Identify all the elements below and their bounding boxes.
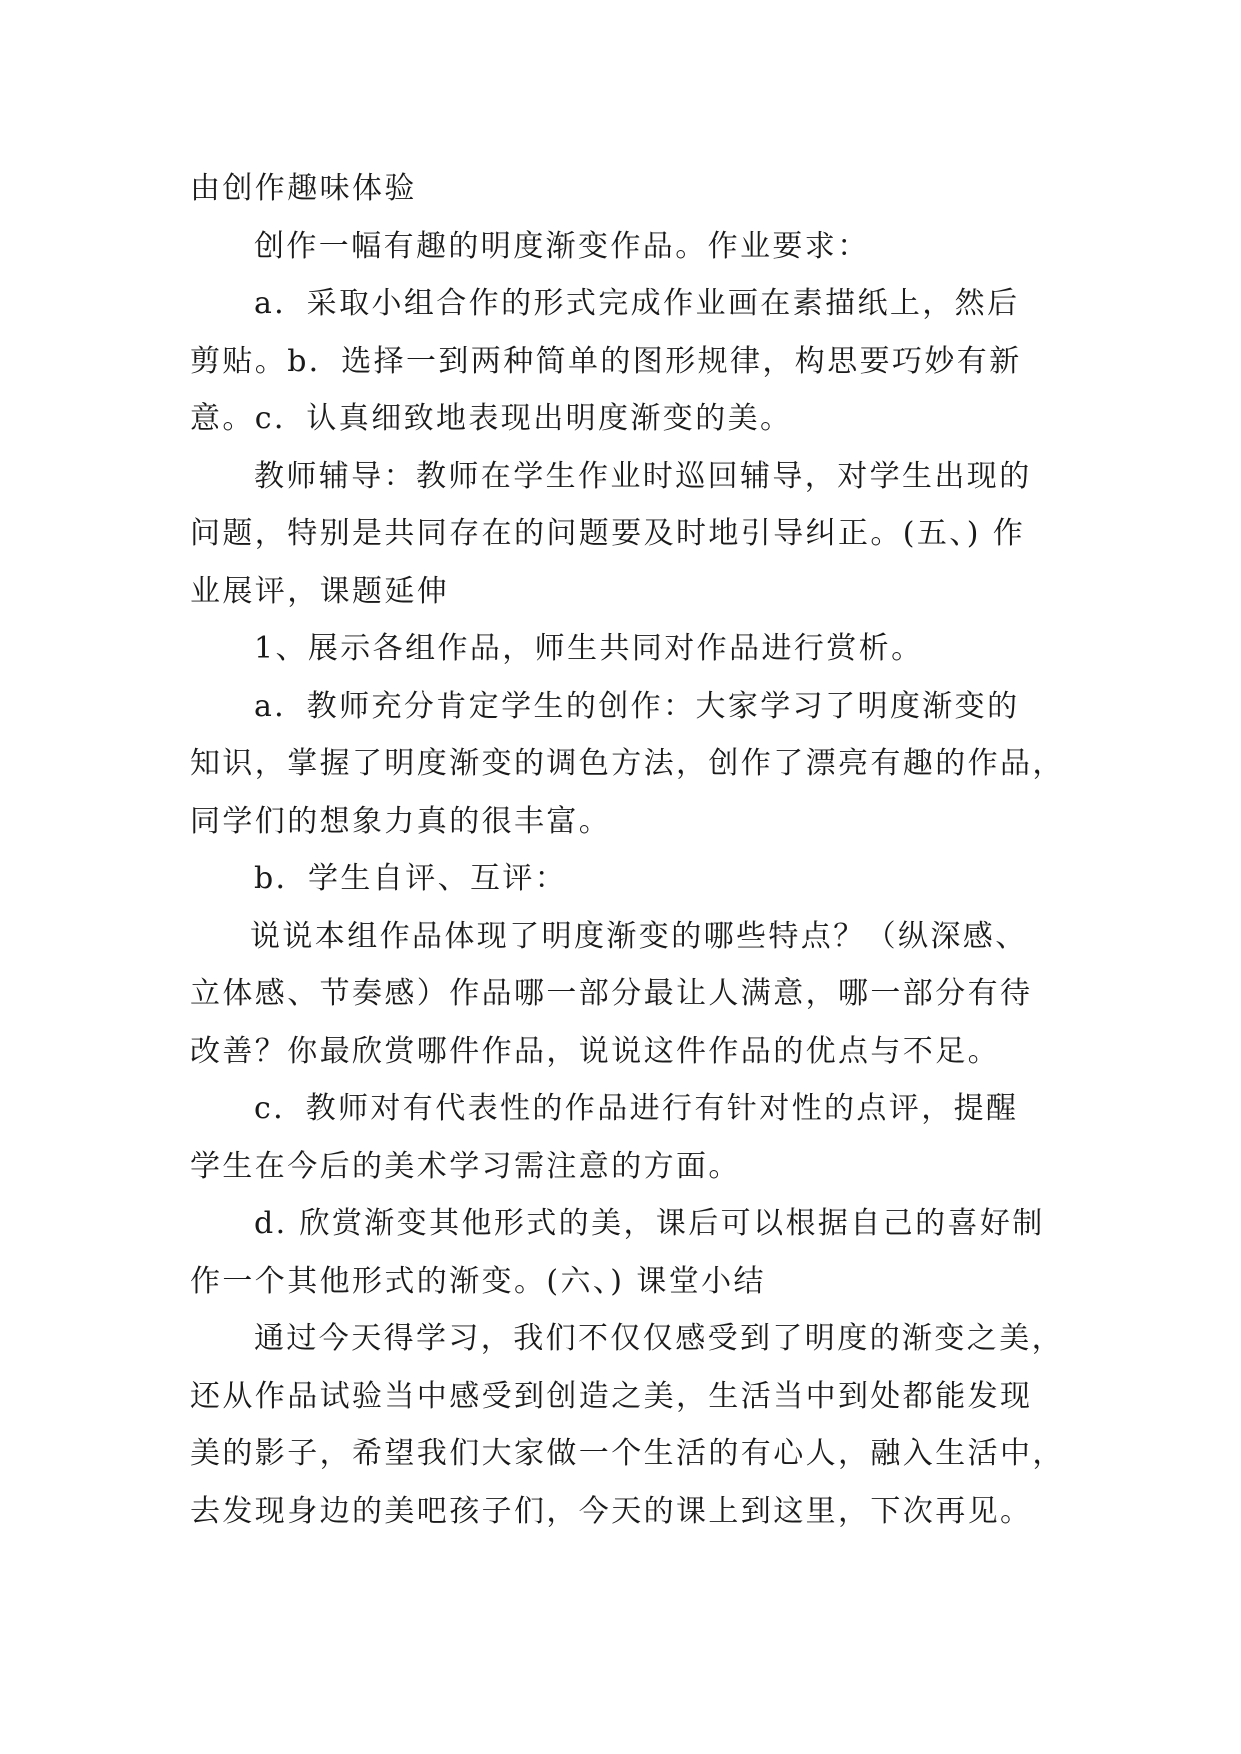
paragraph-self-evaluation: b．学生自评、互评： xyxy=(254,861,568,896)
text-line: 还从作品试验当中感受到创造之美，生活当中到处都能发现 xyxy=(190,1378,1033,1414)
text-line: 立体感、节奏感）作品哪一部分最让人满意，哪一部分有待 xyxy=(190,976,1033,1011)
text-line: 问题，特别是共同存在的问题要及时地引导纠正。(五、) 作 xyxy=(190,516,1026,551)
paragraph-discussion: 说说本组作品体现了明度渐变的哪些特点？（纵深感、 xyxy=(250,918,1028,954)
document-body xyxy=(190,160,1065,1540)
text-line: 改善？你最欣赏哪件作品，说说这件作品的优点与不足。 xyxy=(190,1033,1000,1069)
text-line: 同学们的想象力真的很丰富。 xyxy=(190,803,612,839)
text-line: 学生在今后的美术学习需注意的方面。 xyxy=(190,1148,741,1184)
paragraph-teacher-comment: c．教师对有代表性的作品进行有针对性的点评，提醒 xyxy=(254,1091,1019,1126)
paragraph-appreciate: d. 欣赏渐变其他形式的美，课后可以根据自己的喜好制 xyxy=(254,1206,1045,1241)
text-line: 业展评，课题延伸 xyxy=(190,573,450,609)
paragraph-teacher-guidance: 教师辅导：教师在学生作业时巡回辅导，对学生出现的 xyxy=(254,458,1032,494)
text-line: 作一个其他形式的渐变。(六、) 课堂小结 xyxy=(190,1263,766,1299)
text-line: 剪贴。b．选择一到两种简单的图形规律，构思要巧妙有新 xyxy=(190,343,1022,379)
text-line: 美的影子，希望我们大家做一个生活的有心人，融入生活中， xyxy=(190,1436,1065,1471)
paragraph-summary: 通过今天得学习，我们不仅仅感受到了明度的渐变之美， xyxy=(254,1321,1064,1356)
text-line: 去发现身边的美吧孩子们，今天的课上到这里，下次再见。 xyxy=(190,1493,1033,1529)
paragraph-teacher-praise: a．教师充分肯定学生的创作：大家学习了明度渐变的 xyxy=(254,688,1020,724)
paragraph-assignment-intro: 创作一幅有趣的明度渐变作品。作业要求： xyxy=(254,228,870,264)
text-line: 由创作趣味体验 xyxy=(190,171,417,206)
paragraph-requirement-a: a．采取小组合作的形式完成作业画在素描纸上，然后 xyxy=(254,286,1020,321)
paragraph-show-works: 1、展示各组作品，师生共同对作品进行赏析。 xyxy=(254,631,924,666)
text-line: 知识，掌握了明度渐变的调色方法，创作了漂亮有趣的作品， xyxy=(190,746,1065,781)
text-line: 意。c．认真细致地表现出明度渐变的美。 xyxy=(190,401,793,436)
